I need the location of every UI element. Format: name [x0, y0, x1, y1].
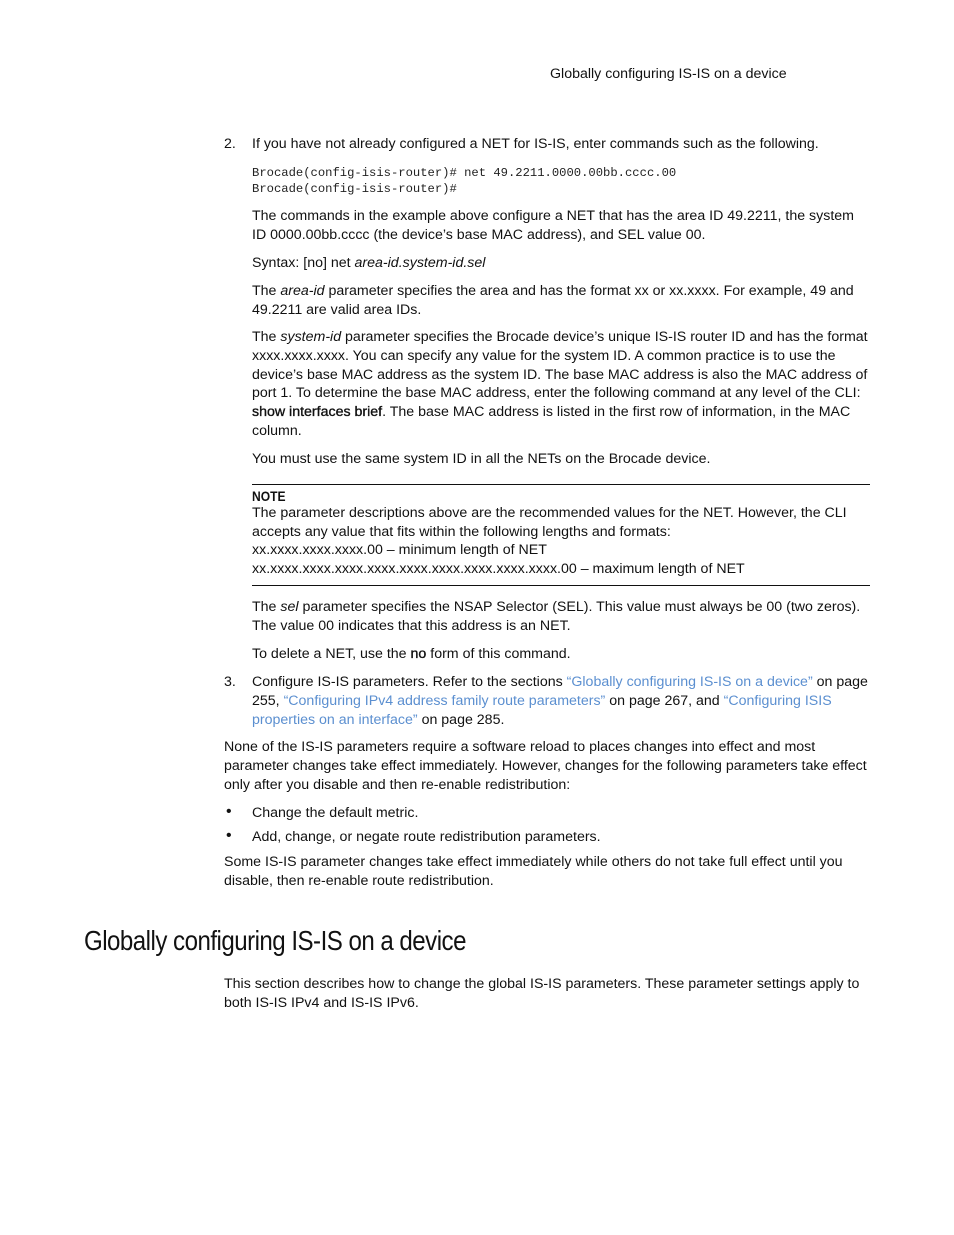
step-2-number: 2. — [224, 136, 236, 152]
area-id-paragraph — [252, 282, 870, 320]
note-body: The parameter descriptions above are the recommended values for the NET. However, the CLI accepts any value that fits within the following lengths and formats: — [252, 505, 847, 540]
note-bottom-rule — [252, 585, 870, 586]
text-run: on page 267, and — [605, 692, 724, 709]
link-globally-configuring-isis[interactable]: “Globally configuring IS-IS on a device” — [566, 674, 813, 690]
bullet-glyph: • — [226, 827, 232, 844]
bullet-glyph: • — [226, 803, 232, 820]
syntax-argument: area-id.system-id.sel — [354, 255, 486, 271]
section-intro: This section describes how to change the global IS-IS parameters. These parameter settings apply to both IS-IS IPv4 and IS-IS IPv6. — [224, 976, 860, 1011]
example-explanation: The commands in the example above configure a NET that has the area ID 49.2211, the system ID 0000.00bb.cccc (the device’s base MAC address), and SEL value 00. — [252, 208, 854, 243]
text-run: on page 285. — [417, 711, 505, 728]
text-run: on page 255, — [252, 674, 868, 709]
note-min-length: xx.xxxx.xxxx.xxxx.00 – minimum length of NET — [252, 542, 547, 558]
section-heading: Globally configuring IS-IS on a device — [84, 925, 466, 956]
sel-paragraph — [252, 598, 870, 636]
note-title: NOTE — [252, 489, 286, 505]
reload-paragraph: None of the IS-IS parameters require a software reload to places changes into effect and most parameter changes take effect immediately. However, changes for the following parameters take effect only after you disable and then re-enable redistribution: — [224, 739, 867, 793]
show-interfaces-command: show interfaces brief — [252, 404, 383, 421]
bullet-item: Add, change, or negate route redistribution parameters. — [252, 829, 601, 845]
text-run: Configure IS-IS parameters. Refer to the sections — [252, 674, 567, 690]
code-line-2: Brocade(config-isis-router)# — [252, 182, 457, 196]
step-2-intro: If you have not already configured a NET for IS-IS, enter commands such as the following. — [252, 136, 819, 152]
system-id-term: system-id — [280, 329, 342, 345]
text-run: parameter specifies the Brocade device’s unique IS-IS router ID and has the format xxxx.xxxx.xxxx. You can specify any value for the system ID. A common practice is to use the device’s base MAC address as the system ID. The base MAC address is also the MAC address of port 1. To determine the base MAC address, enter the following command at any level of the CLI: — [252, 329, 868, 402]
area-id-term: area-id — [280, 283, 325, 299]
note-max-length: xx.xxxx.xxxx.xxxx.xxxx.xxxx.xxxx.xxxx.xxxx.xxxx.00 – maximum length of NET — [252, 561, 745, 577]
step-3-number: 3. — [224, 674, 236, 690]
no-keyword: no — [410, 646, 427, 662]
sel-term: sel — [280, 599, 299, 615]
text-run: To delete a NET, use the — [252, 646, 411, 662]
redistribution-paragraph: Some IS-IS parameter changes take effect immediately while others do not take full effect until you disable, then re-enable route redistribution. — [224, 854, 843, 889]
syntax-label: Syntax: [no] net — [252, 255, 355, 271]
text-run: parameter specifies the NSAP Selector (SEL). This value must always be 00 (two zeros). The value 00 indicates that this address is an NET. — [252, 599, 861, 634]
step-3-paragraph — [252, 673, 870, 729]
syntax-line — [252, 254, 870, 273]
text-run: form of this command. — [426, 646, 571, 662]
note-top-rule — [252, 484, 870, 485]
system-id-paragraph — [252, 328, 870, 441]
text-run: The — [252, 329, 281, 345]
text-run: The — [252, 283, 281, 299]
text-run: . The base MAC address is listed in the first row of information, in the MAC column. — [252, 404, 851, 439]
link-isis-interface-properties[interactable]: “Configuring ISIS properties on an interface” — [252, 692, 832, 728]
same-system-id-paragraph: You must use the same system ID in all the NETs on the Brocade device. — [252, 451, 711, 467]
link-ipv4-address-family[interactable]: “Configuring IPv4 address family route parameters” — [283, 692, 606, 709]
code-line-1: Brocade(config-isis-router)# net 49.2211.0000.00bb.cccc.00 — [252, 166, 677, 180]
delete-net-paragraph — [252, 645, 870, 664]
text-run: parameter specifies the area and has the format xx or xx.xxxx. For example, 49 and 49.2211 are valid area IDs. — [252, 283, 854, 318]
running-header: Globally configuring IS-IS on a device — [550, 66, 787, 82]
bullet-item: Change the default metric. — [252, 805, 419, 821]
text-run: The — [252, 599, 281, 615]
